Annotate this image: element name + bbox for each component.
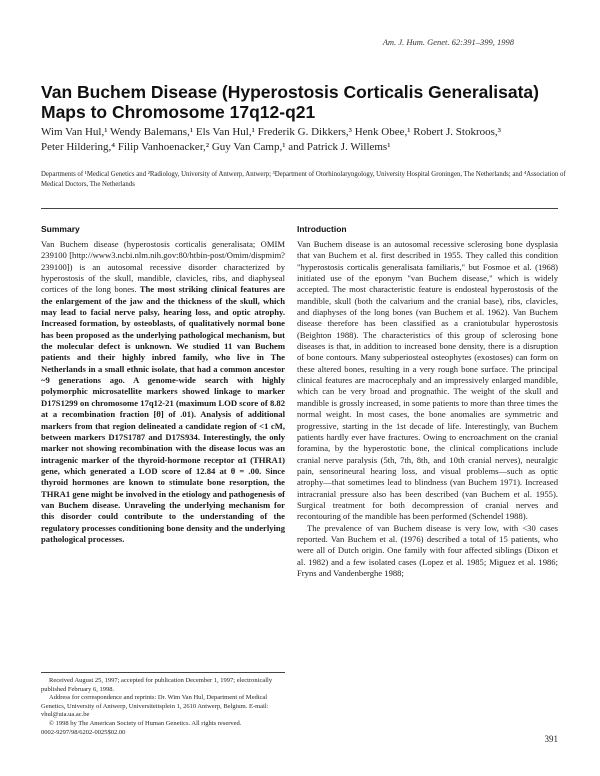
footnote-divider bbox=[41, 672, 285, 673]
footnote-address: Address for correspondence and reprints: Dr. Wim Van Hul, Department of Medical Genetics, University of Antwerp, Universiteitsplein 1, 2610 Antwerp, Belgium. E-mail: vhul@uia.ua.ac.be bbox=[41, 694, 269, 719]
summary-heading: Summary bbox=[41, 224, 80, 234]
summary-paragraph bbox=[41, 239, 285, 545]
summary-text: Van Buchem disease (hyperostosis corticalis generalisata; OMIM 239100 [http://www3.ncbi.nlm.nih.gov:80/htbin-post/Omim/dispmim?239100]) is an autosomal recessive disorder characterized by hyperostosis of the skull, mandible, clavicles, ribs, and diaphyseal cortices of the long bones. bbox=[41, 239, 285, 295]
footnote-copyright: © 1998 by The American Society of Human Genetics. All rights reserved. bbox=[49, 719, 242, 727]
introduction-column bbox=[297, 239, 558, 579]
page-number: 391 bbox=[544, 734, 558, 744]
article-title: Van Buchem Disease (Hyperostosis Corticalis Generalisata) Maps to Chromosome 17q12-q21 bbox=[41, 82, 539, 122]
author-list: Wim Van Hul,¹ Wendy Balemans,¹ Els Van Hul,¹ Frederik G. Dikkers,³ Henk Obee,¹ Robert J. Stokroos,³ Peter Hildering,⁴ Filip Vanhoenacker,² Guy Van Camp,¹ and Patrick J. Willems¹ bbox=[41, 126, 501, 153]
introduction-paragraph-2: The prevalence of van Buchem disease is very low, with <30 cases reported. Van Buchem et al. (1976) described a total of 15 patients, who were all of Dutch origin. One family with four affected siblings (Dixon et al. 1982) and a few isolated cases (Lopez et al. 1985; Miguez et al. 1986; Fryns and Vandenberghe 1988; bbox=[297, 522, 558, 578]
introduction-heading: Introduction bbox=[297, 224, 347, 234]
affiliations: Departments of ¹Medical Genetics and ²Radiology, University of Antwerp, Antwerp; ³Department of Otorhinolaryngology, University Hospital Groningen, The Netherlands; and ⁴Association of Medical Doctors, The Netherlands bbox=[41, 171, 566, 188]
introduction-paragraph-1: Van Buchem disease is an autosomal recessive sclerosing bone dysplasia that van Buchem et al. first described in 1955. They called this condition "hyperostosis corticalis generalisata familiaris," but Fosmoe et al. (1968) initiated use of the eponym "van Buchem disease," which is widely accepted. The most characteristic feature is endosteal hyperostosis of the mandible, skull (both the calvarium and the cranial base), ribs, clavicles, and diaphyses of the long bones (van Buchem et al. 1962). Van Buchem disease therefore has been classified as a craniotubular hyperostosis (Beighton 1988). The characteristics of this group of sclerosing bone diseases is that, in addition to increased bone density, there is a disruption of bone contours. Many subperiosteal osteophytes (exostoses) can form on these altered bones, resulting in a very rough bone surface. The principal clinical features are macrocephaly and an impressively enlarged mandible, which can be very broad and prognathic. The weight of the skull and mandible is grossly increased, in some patients to more than three times the normal weight. In most cases, the bone anomalies are symmetric and progressive, starting in the 1st decade of life. Interestingly, van Buchem patients hardly ever have fractures. Owing to encroachment on the cranial foramina, by the hyperostotic bone, the clinical complications include cranial nerve paralysis (5th, 7th, 8th, and 10th cranial nerves), neuralgic pain, sensorineural hearing loss, and visual problems—such as optic atrophy—that sometimes lead to blindness (van Buchem 1971). Increased intracranial pressure also has been described (van Buchem et al. 1955). Surgical treatment for both decompression of cranial nerves and recontouring of the mandible has been performed (Schendel 1988). bbox=[297, 239, 558, 522]
footnote-received: Received August 25, 1997; accepted for publication December 1, 1997; electronically published February 6, 1998. bbox=[41, 677, 273, 693]
summary-column bbox=[41, 239, 285, 545]
footnotes bbox=[41, 677, 285, 737]
header-divider bbox=[41, 208, 558, 209]
summary-text-bold: The most striking clinical features are the enlargement of the jaw and the thickness of the skull, which may lead to facial nerve palsy, hearing loss, and optic atrophy. Increased formation, by osteoblasts, of qualitatively normal bone has been proposed as the underlying pathological mechanism, but the molecular defect is unknown. We studied 11 van Buchem patients and their highly inbred family, who live in The Netherlands in a small ethnic isolate, that had a common ancestor ~9 generations ago. A genome-wide search with highly polymorphic microsatellite markers showed linkage to marker D17S1299 on chromosome 17q12-21 (maximum LOD score of 8.82 at a recombination fraction [θ] of .01). Analysis of additional markers from that region delineated a candidate region of <1 cM, between markers D17S1787 and D17S934. Interestingly, the only marker not showing recombination with the disease locus was an intragenic marker of the thyroid-hormone receptor α1 (THRA1) gene, which generated a LOD score of 12.84 at θ = .00. Since thyroid hormones are known to stimulate bone resorption, the THRA1 gene might be involved in the etiology and pathogenesis of van Buchem disease. Unraveling the underlying mechanism for this disorder could contribute to the understanding of the regulatory processes conditioning bone density and the underlying pathological processes. bbox=[41, 284, 285, 544]
journal-reference: Am. J. Hum. Genet. 62:391–399, 1998 bbox=[382, 37, 514, 47]
footnote-issn: 0002-9297/98/6202-0025$02.00 bbox=[41, 728, 126, 736]
